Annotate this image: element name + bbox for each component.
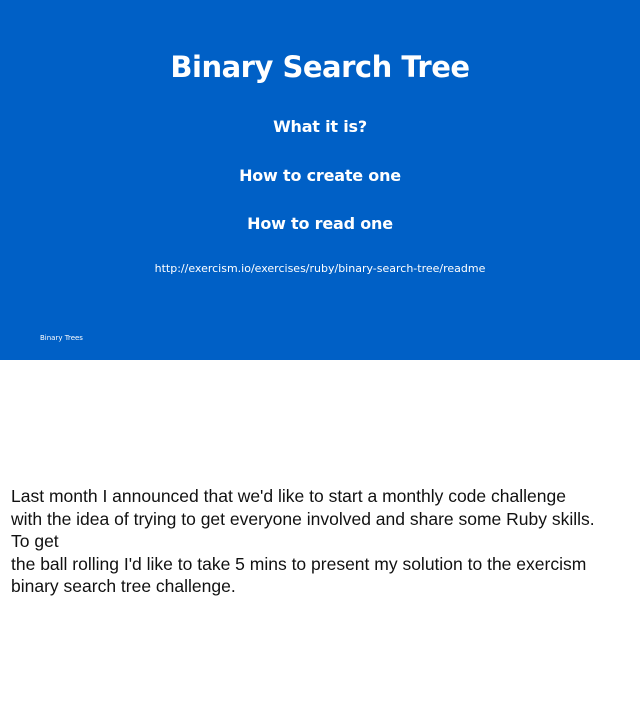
notes-line: Last month I announced that we'd like to start a monthly code challenge [11, 486, 566, 506]
notes-line: the ball rolling I'd like to take 5 mins to present my solution to the exercism [11, 553, 587, 574]
notes-line: To get [11, 531, 59, 551]
exercism-readme-link[interactable]: http://exercism.io/exercises/ruby/binary-search-tree/readme [154, 262, 486, 275]
notes-line: binary search tree challenge. [11, 576, 236, 596]
slide-footer: Binary Trees [40, 334, 83, 342]
slide-bullet-what-it-is: What it is? [273, 117, 367, 136]
slide-bullet-how-to-create: How to create one [239, 166, 401, 185]
slide-title: Binary Search Tree [170, 50, 470, 84]
speaker-notes [11, 485, 633, 598]
slide-bullet-how-to-read: How to read one [247, 214, 393, 233]
notes-line: with the idea of trying to get everyone involved and share some Ruby skills. [11, 508, 595, 529]
